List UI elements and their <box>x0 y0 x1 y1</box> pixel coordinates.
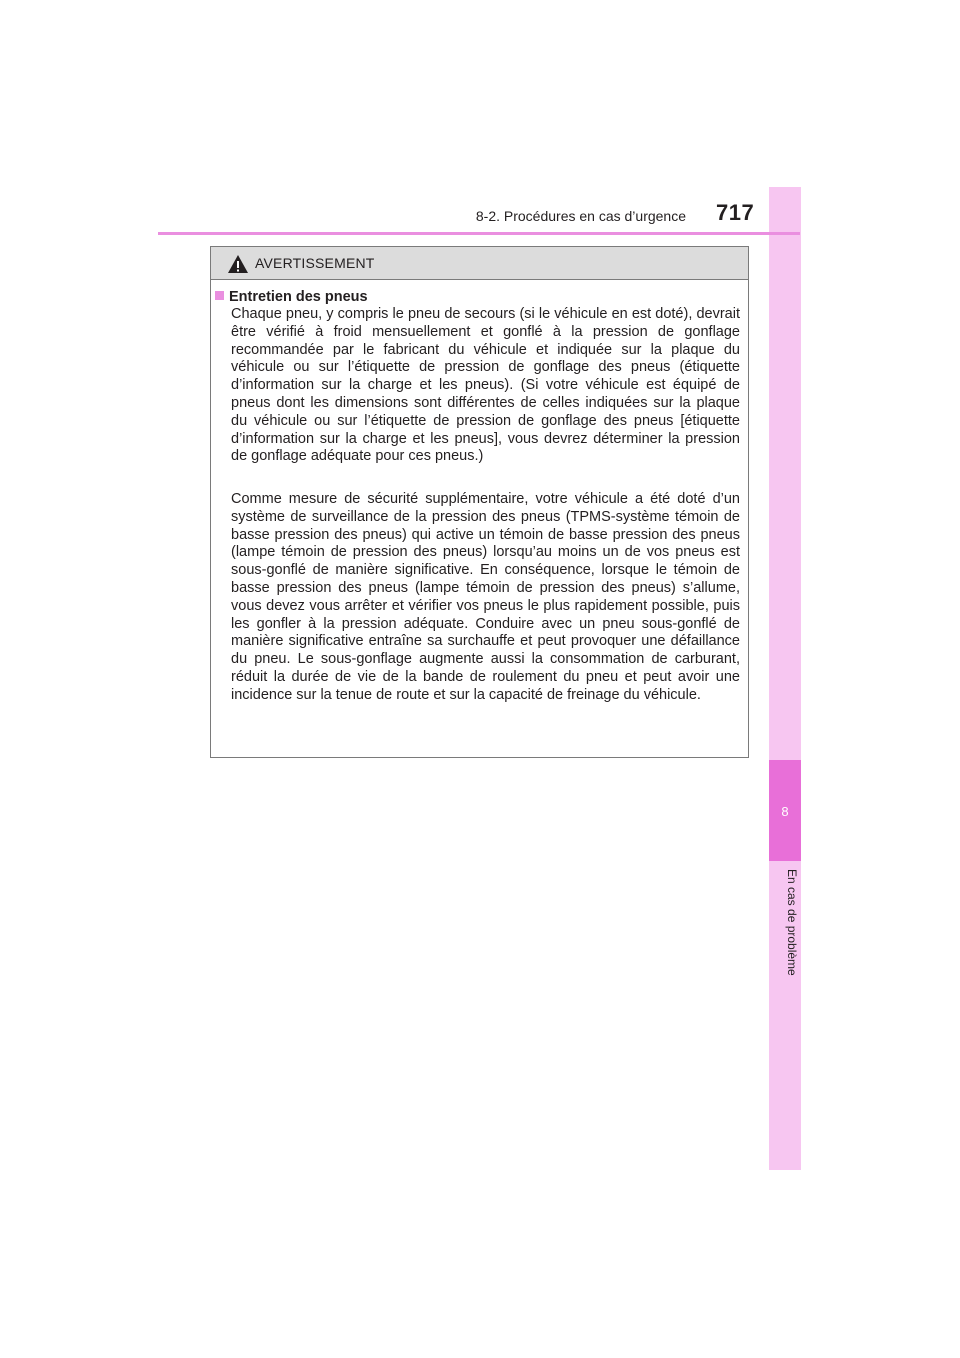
page-number: 717 <box>716 200 755 225</box>
header-divider <box>158 232 800 235</box>
warning-subheading <box>215 289 368 305</box>
warning-header <box>211 247 748 280</box>
warning-title: AVERTISSEMENT <box>255 255 375 271</box>
warning-subheading-text: Entretien des pneus <box>229 289 368 305</box>
chapter-number-tab <box>769 760 801 861</box>
warning-paragraph-1: Chaque pneu, y compris le pneu de secours (si le véhicule en est doté), devrait être vérifié à froid mensuellement et gonflé à la pression de gonflage recommandée par le fabricant du véhicule et indiquée sur la plaque du véhicule ou sur l’étiquette de pression de gonflage des pneus (étiquette d’information sur la charge et les pneus). (Si votre véhicule est équipé de pneus dont les dimensions sont différentes de celles indiquées sur la plaque du véhicule ou sur l’étiquette de pression de gonflage des pneus [étiquette d’information sur la charge et les pneus], vous devrez déterminer la pression de gonflage adéquate pour ces pneus.) <box>231 306 740 465</box>
chapter-title: En cas de problème <box>785 869 799 976</box>
pink-square-bullet-icon <box>215 291 224 300</box>
warning-triangle-icon <box>227 254 249 274</box>
section-title: 8-2. Procédures en cas d’urgence <box>475 208 686 224</box>
warning-paragraph-2: Comme mesure de sécurité supplémentaire, votre véhicule a été doté d’un système de surveillance de la pression des pneus (TPMS-système témoin de basse pression des pneus) qui active un témoin de basse pression des pneus (lampe témoin de pression des pneus) lorsqu’au moins un de vos pneus est sous-gonflé de manière significative. En conséquence, lorsque le témoin de basse pression des pneus (lampe témoin de pression des pneus) s’allume, vous devez vous arrêter et vérifier vos pneus le plus rapidement possible, puis les gonfler à la pression adéquate. Conduire avec un pneu sous-gonflé de manière significative entraîne sa surchauffe et peut provoquer une défaillance du pneu. Le sous-gonflage augmente aussi la consommation de carburant, réduit la durée de vie de la bande de roulement du pneu et peut avoir une incidence sur la tenue de route et sur la capacité de freinage du véhicule. <box>231 491 740 703</box>
chapter-title-tab <box>769 861 801 1001</box>
chapter-side-tab <box>769 187 801 1170</box>
chapter-number: 8 <box>781 804 789 819</box>
warning-box <box>210 246 749 758</box>
